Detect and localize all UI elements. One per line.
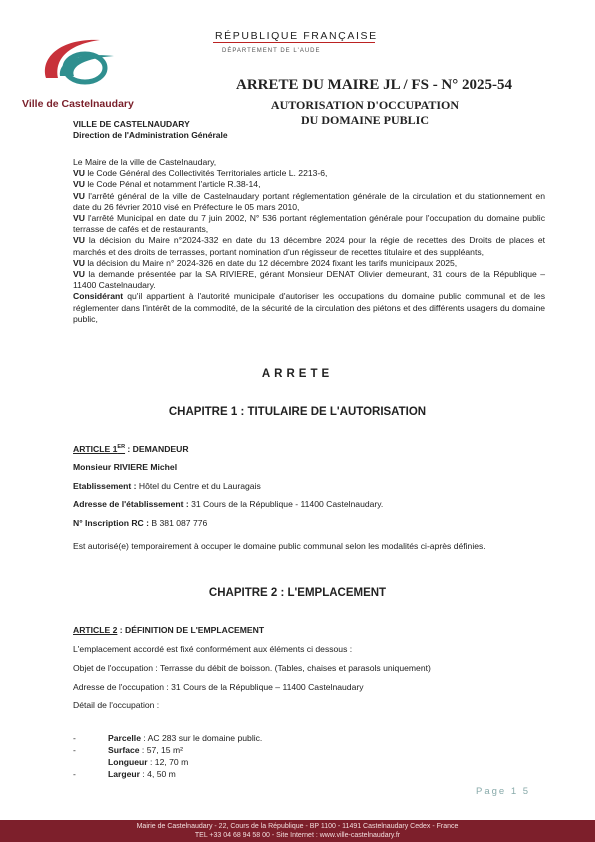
authorization-text: Est autorisé(e) temporairement à occuper le domaine public communal selon les modalités ci-après définies. <box>73 541 486 551</box>
chapter-2-heading: CHAPITRE 2 : L'EMPLACEMENT <box>208 587 387 599</box>
subtitle-line-1: AUTORISATION D'OCCUPATION <box>270 98 460 112</box>
logo-caption: Ville de Castelnaudary <box>22 98 134 110</box>
article-1-heading: ARTICLE 1ER : DEMANDEUR <box>73 444 189 454</box>
footer-contact: TEL +33 04 68 94 58 00 - Site Internet : www.ville-castelnaudary.fr <box>194 832 401 839</box>
footer-bar <box>0 820 595 842</box>
list-item: Surface : 57, 15 m² <box>108 745 183 755</box>
list-bullet: - <box>73 769 76 779</box>
visa: VU la décision du Maire n°2024-332 en date du 13 décembre 2024 pour la régie de recettes des Droits de places et marchés et des droits de terrasses, portant nomination d'un régisseur de recettes titulaire et des suppléants, <box>73 235 545 257</box>
list-bullet: - <box>73 745 76 755</box>
visa: VU la décision du Maire n° 2024-326 en date du 12 décembre 2024 fixant les tarifs municipaux 2025, <box>73 257 458 268</box>
establishment-address: Adresse de l'établissement : 31 Cours de la République - 11400 Castelnaudary. <box>73 499 384 509</box>
arrete-heading: ARRETE <box>261 368 334 380</box>
preamble-intro: Le Maire de la ville de Castelnaudary, <box>73 157 217 167</box>
subtitle-line-2: DU DOMAINE PUBLIC <box>300 113 429 127</box>
article-2-heading: ARTICLE 2 : DÉFINITION DE L'EMPLACEMENT <box>73 625 265 635</box>
visa: VU le Code Pénal et notamment l'article R.38-14, <box>73 179 261 190</box>
list-item: Largeur : 4, 50 m <box>108 769 176 779</box>
list-item: Parcelle : AC 283 sur le domaine public. <box>108 733 263 743</box>
republic-title: RÉPUBLIQUE FRANÇAISE <box>215 30 378 42</box>
preamble <box>73 157 545 325</box>
occupation-object: Objet de l'occupation : Terrasse du débit de boisson. (Tables, chaises et parasols uniquement) <box>73 663 431 673</box>
list-bullet: - <box>73 733 76 743</box>
applicant-name: Monsieur RIVIERE Michel <box>73 462 178 472</box>
city-logo <box>30 28 140 98</box>
occupation-detail-label: Détail de l'occupation : <box>73 700 160 710</box>
page-number: Page 1 5 <box>476 786 531 797</box>
location-intro: L'emplacement accordé est fixé conformément aux éléments ci dessous : <box>73 644 353 654</box>
considerant: Considérant qu'il appartient à l'autorité municipale d'autoriser les occupations du domaine public communal et de les réglementer dans l'intérêt de la commodité, de la sécurité de la circulation des piétons et des différents usagers du domaine public, <box>73 291 545 324</box>
org-name: VILLE DE CASTELNAUDARY <box>73 119 190 129</box>
occupation-address: Adresse de l'occupation : 31 Cours de la République – 11400 Castelnaudary <box>73 682 364 692</box>
chapter-1-heading: CHAPITRE 1 : TITULAIRE DE L'AUTORISATION <box>168 406 427 418</box>
decree-title: ARRETE DU MAIRE JL / FS - N° 2025-54 <box>236 77 513 93</box>
header-divider <box>213 42 375 43</box>
establishment: Etablissement : Hôtel du Centre et du Lauragais <box>73 481 261 491</box>
list-item: Longueur : 12, 70 m <box>108 757 189 767</box>
visa: VU le Code Général des Collectivités Territoriales article L. 2213-6, <box>73 168 328 179</box>
visa: VU la demande présentée par la SA RIVIERE, gérant Monsieur DENAT Olivier demeurant, 31 cours de la République – 11400 Castelnaudary. <box>73 269 545 291</box>
footer-address: Mairie de Castelnaudary - 22, Cours de la République - BP 1100 - 11491 Castelnaudary Cedex - France <box>136 823 459 830</box>
rc-number: N° Inscription RC : B 381 087 776 <box>73 518 208 528</box>
department-label: DÉPARTEMENT DE L'AUDE <box>222 48 321 54</box>
visa: VU l'arrêté général de la ville de Castelnaudary portant réglementation générale de la circulation et du stationnement en date du 26 février 2010 visé en Préfecture le 05 mars 2010, <box>73 190 545 212</box>
org-department: Direction de l'Administration Générale <box>73 130 228 140</box>
visa: VU l'arrêté Municipal en date du 7 juin 2002, N° 536 portant réglementation générale pour l'occupation du domaine public terrasse de cafés et de restaurants, <box>73 213 545 235</box>
decree-subtitle <box>236 98 494 128</box>
